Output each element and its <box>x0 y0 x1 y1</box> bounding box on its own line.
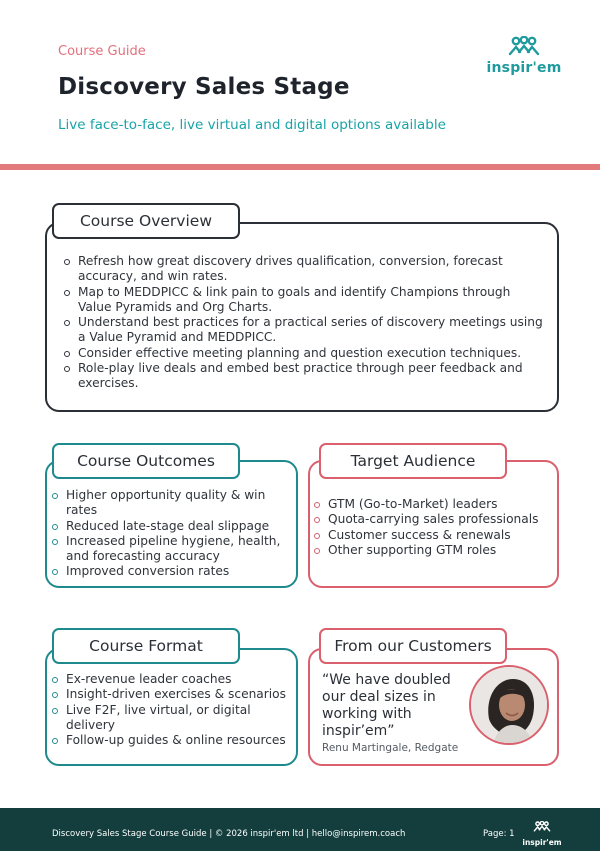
bullet-icon <box>52 692 58 698</box>
inspirem-logo <box>484 36 564 76</box>
page-number: Page: 1 <box>483 829 515 839</box>
course-outcomes-list <box>50 488 290 580</box>
bullet-icon <box>314 548 320 554</box>
list-item: Insight-driven exercises & scenarios <box>50 687 295 702</box>
list-item: GTM (Go-to-Market) leaders <box>312 497 552 512</box>
people-group-icon <box>533 821 551 833</box>
course-format-list <box>50 672 295 748</box>
page-title: Discovery Sales Stage <box>58 74 350 100</box>
bullet-icon <box>64 366 70 372</box>
bullet-icon <box>52 539 58 545</box>
list-item: Refresh how great discovery drives qualification, conversion, forecast accuracy, and win rates. <box>62 254 547 285</box>
list-item: Quota-carrying sales professionals <box>312 512 552 527</box>
bullet-icon <box>52 677 58 683</box>
course-overview-list <box>62 254 547 392</box>
course-outcomes-title: Course Outcomes <box>52 443 240 479</box>
page-subtitle: Live face-to-face, live virtual and digital options available <box>58 117 446 133</box>
customer-quote: “We have doubled our deal sizes in working with inspir’em” <box>322 672 451 739</box>
course-guide-label: Course Guide <box>58 44 146 59</box>
footer <box>0 808 600 851</box>
bullet-icon <box>52 493 58 499</box>
course-format-title: Course Format <box>52 628 240 664</box>
list-item: Customer success & renewals <box>312 528 552 543</box>
bullet-icon <box>52 708 58 714</box>
list-item: Role-play live deals and embed best practice through peer feedback and exercises. <box>62 361 547 392</box>
bullet-icon <box>64 351 70 357</box>
quote-author: Renu Martingale, Redgate <box>322 742 459 754</box>
bullet-icon <box>64 320 70 326</box>
list-item: Ex-revenue leader coaches <box>50 672 295 687</box>
bullet-icon <box>52 569 58 575</box>
header-divider <box>0 164 600 170</box>
footer-info: Discovery Sales Stage Course Guide | © 2026 inspir'em ltd | hello@inspirem.coach <box>52 829 406 839</box>
bullet-icon <box>64 290 70 296</box>
list-item: Improved conversion rates <box>50 564 290 579</box>
bullet-icon <box>52 738 58 744</box>
bullet-icon <box>314 517 320 523</box>
list-item: Understand best practices for a practical series of discovery meetings using a Value Pyramid and MEDDPICC. <box>62 315 547 346</box>
customers-title: From our Customers <box>319 628 507 664</box>
people-group-icon <box>508 36 540 58</box>
target-audience-title: Target Audience <box>319 443 507 479</box>
list-item: Consider effective meeting planning and question execution techniques. <box>62 346 547 361</box>
bullet-icon <box>314 502 320 508</box>
list-item: Map to MEDDPICC & link pain to goals and identify Champions through Value Pyramids and Org Charts. <box>62 285 547 316</box>
target-audience-list <box>312 497 552 558</box>
footer-logo <box>520 818 564 847</box>
list-item: Follow-up guides & online resources <box>50 733 295 748</box>
bullet-icon <box>52 524 58 530</box>
list-item: Increased pipeline hygiene, health, and forecasting accuracy <box>50 534 290 565</box>
customer-avatar <box>469 665 549 745</box>
course-overview-title: Course Overview <box>52 203 240 239</box>
logo-text: inspir'em <box>486 60 562 76</box>
list-item: Higher opportunity quality & win rates <box>50 488 290 519</box>
footer-logo-text: inspir'em <box>522 838 562 847</box>
list-item: Other supporting GTM roles <box>312 543 552 558</box>
list-item: Live F2F, live virtual, or digital delivery <box>50 703 295 734</box>
bullet-icon <box>64 259 70 265</box>
bullet-icon <box>314 533 320 539</box>
list-item: Reduced late-stage deal slippage <box>50 519 290 534</box>
